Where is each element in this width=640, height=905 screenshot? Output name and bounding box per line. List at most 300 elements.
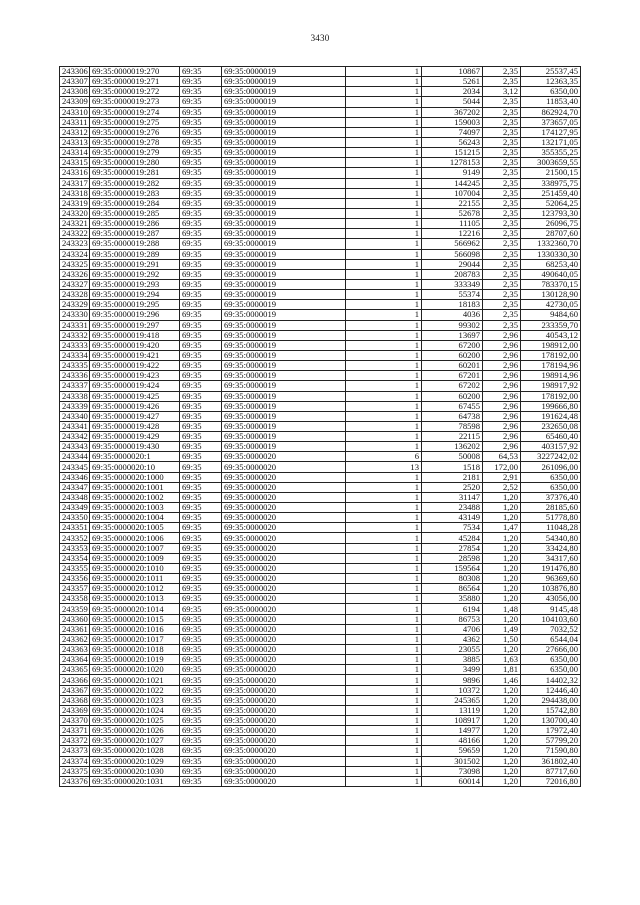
row-number-cell: 243327 xyxy=(60,279,90,289)
table-row xyxy=(60,716,581,726)
count-cell: 1 xyxy=(346,614,422,624)
quarter-cell: 69:35:0000019 xyxy=(222,137,346,147)
row-number-cell: 243314 xyxy=(60,148,90,158)
row-number-cell: 243336 xyxy=(60,371,90,381)
quarter-cell: 69:35:0000019 xyxy=(222,229,346,239)
rate-cell: 1,20 xyxy=(483,574,521,584)
cadastral-number-cell: 69:35:0000020:10 xyxy=(90,462,180,472)
cadastral-number-cell: 69:35:0000020:1003 xyxy=(90,503,180,513)
row-number-cell: 243356 xyxy=(60,574,90,584)
value-cell: 72016,80 xyxy=(521,776,581,786)
rate-cell: 2,91 xyxy=(483,472,521,482)
area-cell: 159564 xyxy=(422,563,483,573)
value-cell: 490640,05 xyxy=(521,269,581,279)
row-number-cell: 243376 xyxy=(60,776,90,786)
table-row xyxy=(60,452,581,462)
row-number-cell: 243371 xyxy=(60,726,90,736)
cadastral-number-cell: 69:35:0000019:287 xyxy=(90,229,180,239)
table-row xyxy=(60,472,581,482)
rate-cell: 1,20 xyxy=(483,513,521,523)
area-cell: 1278153 xyxy=(422,158,483,168)
table-row xyxy=(60,543,581,553)
rate-cell: 1,20 xyxy=(483,563,521,573)
cadastral-number-cell: 69:35:0000020:1024 xyxy=(90,705,180,715)
rate-cell: 2,35 xyxy=(483,279,521,289)
cadastral-number-cell: 69:35:0000020:1030 xyxy=(90,766,180,776)
cadastral-number-cell: 69:35:0000019:426 xyxy=(90,401,180,411)
rate-cell: 2,35 xyxy=(483,178,521,188)
cadastral-number-cell: 69:35:0000019:281 xyxy=(90,168,180,178)
quarter-cell: 69:35:0000019 xyxy=(222,148,346,158)
rate-cell: 1,20 xyxy=(483,543,521,553)
district-code-cell: 69:35 xyxy=(180,462,222,472)
value-cell: 862924,70 xyxy=(521,107,581,117)
quarter-cell: 69:35:0000019 xyxy=(222,290,346,300)
area-cell: 56243 xyxy=(422,137,483,147)
row-number-cell: 243313 xyxy=(60,137,90,147)
rate-cell: 1,49 xyxy=(483,624,521,634)
table-row xyxy=(60,178,581,188)
quarter-cell: 69:35:0000019 xyxy=(222,300,346,310)
table-row xyxy=(60,67,581,77)
quarter-cell: 69:35:0000019 xyxy=(222,330,346,340)
quarter-cell: 69:35:0000019 xyxy=(222,158,346,168)
value-cell: 178194,96 xyxy=(521,361,581,371)
quarter-cell: 69:35:0000019 xyxy=(222,279,346,289)
table-row xyxy=(60,127,581,137)
cadastral-number-cell: 69:35:0000020:1012 xyxy=(90,584,180,594)
value-cell: 174127,95 xyxy=(521,127,581,137)
quarter-cell: 69:35:0000019 xyxy=(222,361,346,371)
row-number-cell: 243375 xyxy=(60,766,90,776)
count-cell: 1 xyxy=(346,310,422,320)
cadastral-number-cell: 69:35:0000020:1006 xyxy=(90,533,180,543)
count-cell: 1 xyxy=(346,563,422,573)
rate-cell: 2,35 xyxy=(483,320,521,330)
table-row xyxy=(60,462,581,472)
district-code-cell: 69:35 xyxy=(180,766,222,776)
count-cell: 1 xyxy=(346,432,422,442)
cadastral-number-cell: 69:35:0000019:291 xyxy=(90,259,180,269)
value-cell: 198914,96 xyxy=(521,371,581,381)
cadastral-number-cell: 69:35:0000019:418 xyxy=(90,330,180,340)
table-row xyxy=(60,279,581,289)
quarter-cell: 69:35:0000019 xyxy=(222,208,346,218)
count-cell: 1 xyxy=(346,574,422,584)
value-cell: 7032,52 xyxy=(521,624,581,634)
cadastral-number-cell: 69:35:0000019:271 xyxy=(90,77,180,87)
row-number-cell: 243357 xyxy=(60,584,90,594)
cadastral-number-cell: 69:35:0000020:1029 xyxy=(90,756,180,766)
rate-cell: 2,96 xyxy=(483,421,521,431)
area-cell: 64738 xyxy=(422,411,483,421)
value-cell: 54340,80 xyxy=(521,533,581,543)
value-cell: 251459,40 xyxy=(521,188,581,198)
count-cell: 1 xyxy=(346,645,422,655)
value-cell: 6350,00 xyxy=(521,482,581,492)
area-cell: 55374 xyxy=(422,290,483,300)
count-cell: 1 xyxy=(346,259,422,269)
district-code-cell: 69:35 xyxy=(180,432,222,442)
rate-cell: 1,20 xyxy=(483,756,521,766)
rate-cell: 1,20 xyxy=(483,584,521,594)
value-cell: 68253,40 xyxy=(521,259,581,269)
cadastral-number-cell: 69:35:0000020:1023 xyxy=(90,695,180,705)
row-number-cell: 243360 xyxy=(60,614,90,624)
value-cell: 27666,00 xyxy=(521,645,581,655)
district-code-cell: 69:35 xyxy=(180,746,222,756)
quarter-cell: 69:35:0000020 xyxy=(222,624,346,634)
count-cell: 1 xyxy=(346,411,422,421)
district-code-cell: 69:35 xyxy=(180,290,222,300)
area-cell: 5044 xyxy=(422,97,483,107)
page-number: 3430 xyxy=(310,33,330,43)
table-row xyxy=(60,148,581,158)
district-code-cell: 69:35 xyxy=(180,655,222,665)
quarter-cell: 69:35:0000019 xyxy=(222,350,346,360)
area-cell: 78598 xyxy=(422,421,483,431)
district-code-cell: 69:35 xyxy=(180,371,222,381)
table-row xyxy=(60,645,581,655)
quarter-cell: 69:35:0000020 xyxy=(222,756,346,766)
row-number-cell: 243343 xyxy=(60,442,90,452)
count-cell: 1 xyxy=(346,330,422,340)
table-row xyxy=(60,371,581,381)
value-cell: 123793,30 xyxy=(521,208,581,218)
quarter-cell: 69:35:0000019 xyxy=(222,117,346,127)
district-code-cell: 69:35 xyxy=(180,574,222,584)
value-cell: 17972,40 xyxy=(521,726,581,736)
row-number-cell: 243315 xyxy=(60,158,90,168)
value-cell: 15742,80 xyxy=(521,705,581,715)
quarter-cell: 69:35:0000019 xyxy=(222,391,346,401)
district-code-cell: 69:35 xyxy=(180,208,222,218)
value-cell: 34317,60 xyxy=(521,553,581,563)
cadastral-number-cell: 69:35:0000019:422 xyxy=(90,361,180,371)
value-cell: 361802,40 xyxy=(521,756,581,766)
table-row xyxy=(60,107,581,117)
area-cell: 301502 xyxy=(422,756,483,766)
value-cell: 130128,90 xyxy=(521,290,581,300)
quarter-cell: 69:35:0000019 xyxy=(222,371,346,381)
district-code-cell: 69:35 xyxy=(180,523,222,533)
area-cell: 4706 xyxy=(422,624,483,634)
count-cell: 1 xyxy=(346,320,422,330)
value-cell: 130700,40 xyxy=(521,716,581,726)
value-cell: 96369,60 xyxy=(521,574,581,584)
rate-cell: 2,96 xyxy=(483,340,521,350)
rate-cell: 64,53 xyxy=(483,452,521,462)
row-number-cell: 243361 xyxy=(60,624,90,634)
quarter-cell: 69:35:0000020 xyxy=(222,503,346,513)
count-cell: 1 xyxy=(346,503,422,513)
table-row xyxy=(60,655,581,665)
row-number-cell: 243350 xyxy=(60,513,90,523)
row-number-cell: 243332 xyxy=(60,330,90,340)
cadastral-number-cell: 69:35:0000019:285 xyxy=(90,208,180,218)
area-cell: 99302 xyxy=(422,320,483,330)
rate-cell: 2,96 xyxy=(483,432,521,442)
row-number-cell: 243373 xyxy=(60,746,90,756)
district-code-cell: 69:35 xyxy=(180,513,222,523)
area-cell: 9896 xyxy=(422,675,483,685)
value-cell: 6350,00 xyxy=(521,472,581,482)
table-row xyxy=(60,756,581,766)
district-code-cell: 69:35 xyxy=(180,584,222,594)
row-number-cell: 243354 xyxy=(60,553,90,563)
area-cell: 67202 xyxy=(422,381,483,391)
count-cell: 1 xyxy=(346,655,422,665)
area-cell: 136202 xyxy=(422,442,483,452)
cadastral-number-cell: 69:35:0000019:428 xyxy=(90,421,180,431)
table-row xyxy=(60,675,581,685)
area-cell: 22115 xyxy=(422,432,483,442)
row-number-cell: 243331 xyxy=(60,320,90,330)
row-number-cell: 243325 xyxy=(60,259,90,269)
cadastral-number-cell: 69:35:0000019:297 xyxy=(90,320,180,330)
cadastral-number-cell: 69:35:0000020:1022 xyxy=(90,685,180,695)
area-cell: 52678 xyxy=(422,208,483,218)
table-row xyxy=(60,776,581,786)
count-cell: 1 xyxy=(346,766,422,776)
district-code-cell: 69:35 xyxy=(180,107,222,117)
value-cell: 355355,25 xyxy=(521,148,581,158)
table-row xyxy=(60,310,581,320)
district-code-cell: 69:35 xyxy=(180,604,222,614)
table-row xyxy=(60,492,581,502)
value-cell: 12363,35 xyxy=(521,77,581,87)
value-cell: 14402,32 xyxy=(521,675,581,685)
row-number-cell: 243368 xyxy=(60,695,90,705)
rate-cell: 1,47 xyxy=(483,523,521,533)
quarter-cell: 69:35:0000019 xyxy=(222,168,346,178)
rate-cell: 2,52 xyxy=(483,482,521,492)
table-row xyxy=(60,361,581,371)
value-cell: 33424,80 xyxy=(521,543,581,553)
cadastral-number-cell: 69:35:0000020:1020 xyxy=(90,665,180,675)
count-cell: 1 xyxy=(346,148,422,158)
row-number-cell: 243322 xyxy=(60,229,90,239)
district-code-cell: 69:35 xyxy=(180,442,222,452)
district-code-cell: 69:35 xyxy=(180,452,222,462)
area-cell: 11105 xyxy=(422,219,483,229)
rate-cell: 1,50 xyxy=(483,634,521,644)
district-code-cell: 69:35 xyxy=(180,411,222,421)
rate-cell: 2,35 xyxy=(483,158,521,168)
row-number-cell: 243312 xyxy=(60,127,90,137)
quarter-cell: 69:35:0000020 xyxy=(222,746,346,756)
row-number-cell: 243364 xyxy=(60,655,90,665)
area-cell: 50008 xyxy=(422,452,483,462)
table-row xyxy=(60,320,581,330)
value-cell: 11048,28 xyxy=(521,523,581,533)
value-cell: 198912,00 xyxy=(521,340,581,350)
count-cell: 1 xyxy=(346,553,422,563)
district-code-cell: 69:35 xyxy=(180,421,222,431)
value-cell: 9145,48 xyxy=(521,604,581,614)
value-cell: 103876,80 xyxy=(521,584,581,594)
table-row xyxy=(60,290,581,300)
count-cell: 1 xyxy=(346,543,422,553)
quarter-cell: 69:35:0000019 xyxy=(222,381,346,391)
row-number-cell: 243341 xyxy=(60,421,90,431)
count-cell: 1 xyxy=(346,401,422,411)
value-cell: 37376,40 xyxy=(521,492,581,502)
rate-cell: 1,20 xyxy=(483,716,521,726)
row-number-cell: 243334 xyxy=(60,350,90,360)
count-cell: 1 xyxy=(346,675,422,685)
district-code-cell: 69:35 xyxy=(180,381,222,391)
quarter-cell: 69:35:0000019 xyxy=(222,442,346,452)
row-number-cell: 243339 xyxy=(60,401,90,411)
quarter-cell: 69:35:0000020 xyxy=(222,695,346,705)
cadastral-number-cell: 69:35:0000019:278 xyxy=(90,137,180,147)
area-cell: 3499 xyxy=(422,665,483,675)
rate-cell: 2,35 xyxy=(483,67,521,77)
cadastral-number-cell: 69:35:0000019:430 xyxy=(90,442,180,452)
count-cell: 1 xyxy=(346,279,422,289)
district-code-cell: 69:35 xyxy=(180,269,222,279)
row-number-cell: 243374 xyxy=(60,756,90,766)
area-cell: 45284 xyxy=(422,533,483,543)
value-cell: 6350,00 xyxy=(521,87,581,97)
row-number-cell: 243347 xyxy=(60,482,90,492)
value-cell: 178192,00 xyxy=(521,391,581,401)
count-cell: 1 xyxy=(346,127,422,137)
rate-cell: 1,20 xyxy=(483,726,521,736)
count-cell: 1 xyxy=(346,168,422,178)
district-code-cell: 69:35 xyxy=(180,756,222,766)
rate-cell: 172,00 xyxy=(483,462,521,472)
row-number-cell: 243358 xyxy=(60,594,90,604)
rate-cell: 2,35 xyxy=(483,310,521,320)
quarter-cell: 69:35:0000020 xyxy=(222,543,346,553)
table-row xyxy=(60,168,581,178)
table-row xyxy=(60,97,581,107)
cadastral-number-cell: 69:35:0000019:276 xyxy=(90,127,180,137)
cadastral-number-cell: 69:35:0000020:1014 xyxy=(90,604,180,614)
value-cell: 71590,80 xyxy=(521,746,581,756)
row-number-cell: 243353 xyxy=(60,543,90,553)
district-code-cell: 69:35 xyxy=(180,67,222,77)
row-number-cell: 243352 xyxy=(60,533,90,543)
rate-cell: 1,48 xyxy=(483,604,521,614)
quarter-cell: 69:35:0000020 xyxy=(222,716,346,726)
count-cell: 1 xyxy=(346,117,422,127)
rate-cell: 2,35 xyxy=(483,168,521,178)
count-cell: 1 xyxy=(346,198,422,208)
cadastral-number-cell: 69:35:0000020:1000 xyxy=(90,472,180,482)
area-cell: 67201 xyxy=(422,371,483,381)
table-body xyxy=(60,67,581,787)
area-cell: 13119 xyxy=(422,705,483,715)
table-row xyxy=(60,513,581,523)
rate-cell: 1,20 xyxy=(483,705,521,715)
rate-cell: 2,96 xyxy=(483,350,521,360)
row-number-cell: 243345 xyxy=(60,462,90,472)
row-number-cell: 243319 xyxy=(60,198,90,208)
district-code-cell: 69:35 xyxy=(180,219,222,229)
area-cell: 5261 xyxy=(422,77,483,87)
cadastral-number-cell: 69:35:0000019:295 xyxy=(90,300,180,310)
quarter-cell: 69:35:0000019 xyxy=(222,198,346,208)
area-cell: 60200 xyxy=(422,391,483,401)
value-cell: 294438,00 xyxy=(521,695,581,705)
row-number-cell: 243318 xyxy=(60,188,90,198)
rate-cell: 1,20 xyxy=(483,553,521,563)
row-number-cell: 243335 xyxy=(60,361,90,371)
district-code-cell: 69:35 xyxy=(180,188,222,198)
value-cell: 11853,40 xyxy=(521,97,581,107)
rate-cell: 2,35 xyxy=(483,269,521,279)
table-row xyxy=(60,401,581,411)
district-code-cell: 69:35 xyxy=(180,310,222,320)
cadastral-number-cell: 69:35:0000019:420 xyxy=(90,340,180,350)
quarter-cell: 69:35:0000019 xyxy=(222,87,346,97)
rate-cell: 1,20 xyxy=(483,503,521,513)
table-row xyxy=(60,685,581,695)
cadastral-number-cell: 69:35:0000019:421 xyxy=(90,350,180,360)
rate-cell: 1,20 xyxy=(483,492,521,502)
area-cell: 60014 xyxy=(422,776,483,786)
cadastral-number-cell: 69:35:0000019:425 xyxy=(90,391,180,401)
area-cell: 159003 xyxy=(422,117,483,127)
cadastral-number-cell: 69:35:0000020:1007 xyxy=(90,543,180,553)
cadastral-number-cell: 69:35:0000020:1026 xyxy=(90,726,180,736)
row-number-cell: 243366 xyxy=(60,675,90,685)
quarter-cell: 69:35:0000019 xyxy=(222,411,346,421)
cadastral-number-cell: 69:35:0000019:429 xyxy=(90,432,180,442)
district-code-cell: 69:35 xyxy=(180,117,222,127)
area-cell: 73098 xyxy=(422,766,483,776)
quarter-cell: 69:35:0000019 xyxy=(222,239,346,249)
count-cell: 1 xyxy=(346,726,422,736)
value-cell: 9484,60 xyxy=(521,310,581,320)
area-cell: 4362 xyxy=(422,634,483,644)
value-cell: 6544,04 xyxy=(521,634,581,644)
value-cell: 191624,48 xyxy=(521,411,581,421)
area-cell: 59659 xyxy=(422,746,483,756)
district-code-cell: 69:35 xyxy=(180,148,222,158)
area-cell: 7534 xyxy=(422,523,483,533)
table-row xyxy=(60,188,581,198)
row-number-cell: 243324 xyxy=(60,249,90,259)
value-cell: 43056,00 xyxy=(521,594,581,604)
value-cell: 26096,75 xyxy=(521,219,581,229)
area-cell: 67200 xyxy=(422,340,483,350)
value-cell: 233359,70 xyxy=(521,320,581,330)
area-cell: 22155 xyxy=(422,198,483,208)
area-cell: 4036 xyxy=(422,310,483,320)
quarter-cell: 69:35:0000020 xyxy=(222,726,346,736)
value-cell: 57799,20 xyxy=(521,736,581,746)
district-code-cell: 69:35 xyxy=(180,350,222,360)
table-row xyxy=(60,726,581,736)
table-row xyxy=(60,249,581,259)
table-row xyxy=(60,736,581,746)
quarter-cell: 69:35:0000020 xyxy=(222,472,346,482)
table-row xyxy=(60,574,581,584)
count-cell: 1 xyxy=(346,705,422,715)
cadastral-number-cell: 69:35:0000019:280 xyxy=(90,158,180,168)
district-code-cell: 69:35 xyxy=(180,716,222,726)
quarter-cell: 69:35:0000020 xyxy=(222,675,346,685)
count-cell: 1 xyxy=(346,300,422,310)
area-cell: 208783 xyxy=(422,269,483,279)
count-cell: 1 xyxy=(346,665,422,675)
cadastral-number-cell: 69:35:0000019:272 xyxy=(90,87,180,97)
area-cell: 566962 xyxy=(422,239,483,249)
